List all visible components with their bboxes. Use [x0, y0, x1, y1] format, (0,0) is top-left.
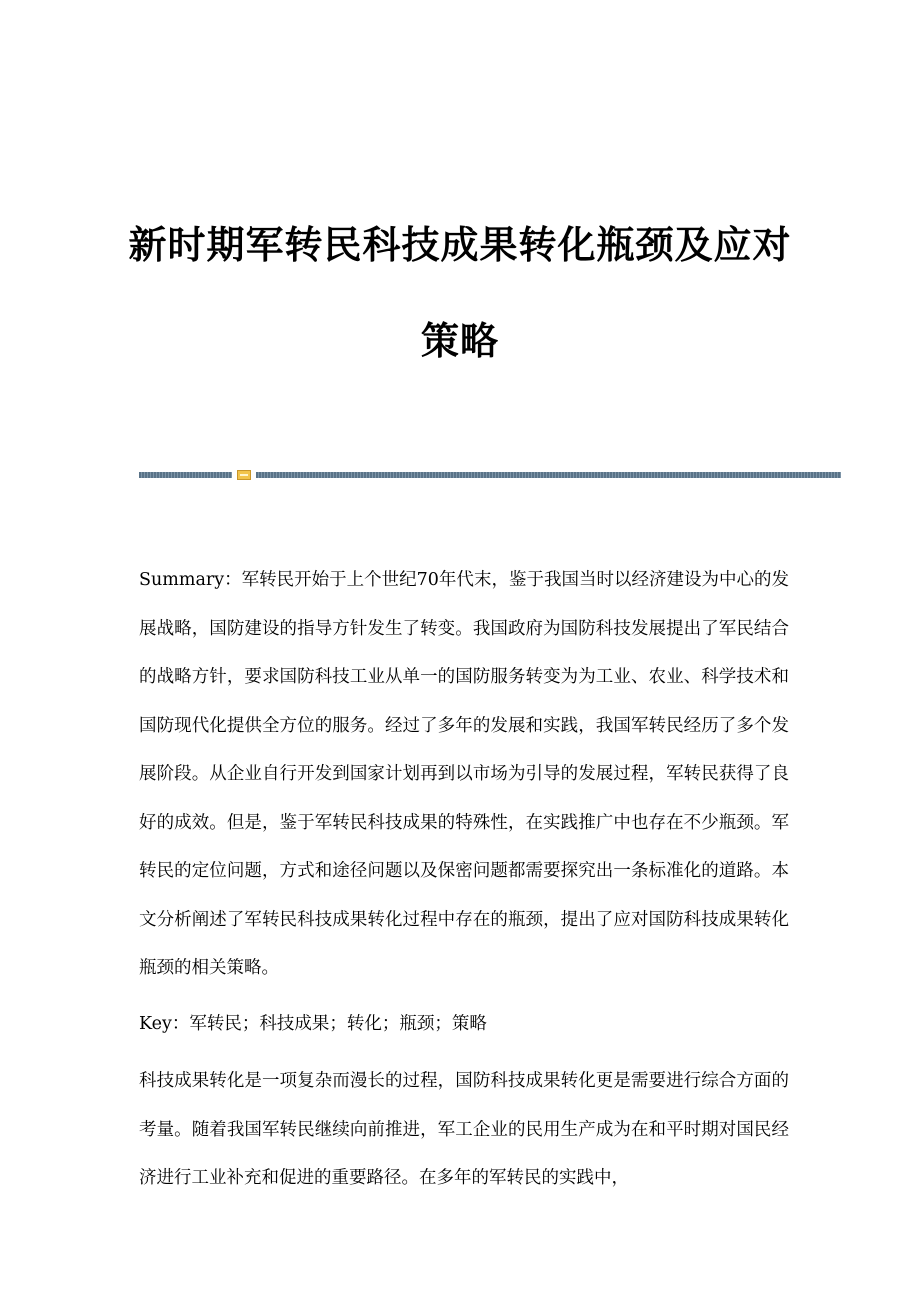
document-title-line-1: 新时期军转民科技成果转化瓶颈及应对	[128, 222, 792, 267]
document-title-line-2: 策略	[420, 318, 499, 363]
summary-label: Summary：	[139, 570, 242, 590]
divider-ornament-icon	[237, 470, 251, 480]
summary-paragraph	[139, 556, 789, 993]
keywords-text: 军转民；科技成果；转化；瓶颈；策略	[189, 1014, 487, 1034]
intro-paragraph: 科技成果转化是一项复杂而漫长的过程，国防科技成果转化更是需要进行综合方面的考量。随着我国军转民继续向前推进，军工企业的民用生产成为在和平时期对国民经济进行工业补充和促进的重要路径。在多年的军转民的实践中，	[139, 1071, 789, 1188]
keywords-label: Key：	[139, 1014, 190, 1034]
decorative-divider	[139, 470, 841, 480]
keywords-paragraph	[139, 1000, 789, 1049]
summary-text: 军转民开始于上个世纪70年代末，鉴于我国当时以经济建设为中心的发展战略，国防建设的指导方针发生了转变。我国政府为国防科技发展提出了军民结合的战略方针，要求国防科技工业从单一的国防服务转变为为工业、农业、科学技术和国防现代化提供全方位的服务。经过了多年的发展和实践，我国军转民经历了多个发展阶段。从企业自行开发到国家计划再到以市场为引导的发展过程，军转民获得了良好的成效。但是，鉴于军转民科技成果的特殊性，在实践推广中也存在不少瓶颈。军转民的定位问题，方式和途径问题以及保密问题都需要探究出一条标准化的道路。本文分析阐述了军转民科技成果转化过程中存在的瓶颈，提出了应对国防科技成果转化瓶颈的相关策略。	[139, 570, 789, 978]
divider-bar-left	[139, 472, 232, 478]
divider-bar-right	[256, 472, 841, 478]
